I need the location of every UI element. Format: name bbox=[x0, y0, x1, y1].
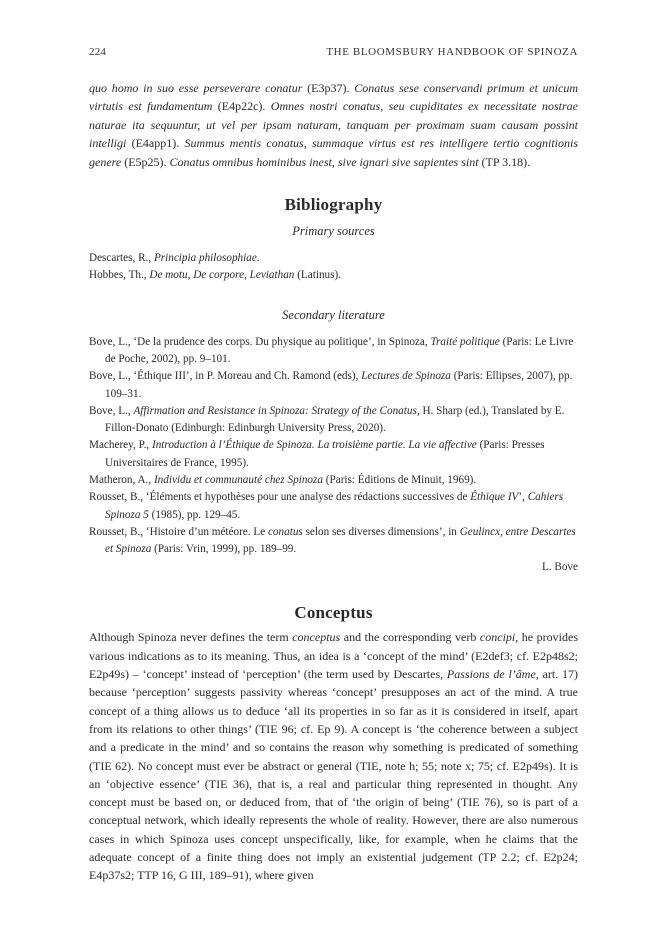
italic-text-run: Principia philosophiae bbox=[153, 252, 257, 265]
italic-text-run: Conatus sese conservandi primum et unicum virtutis est fundamentum bbox=[89, 81, 579, 114]
conceptus-body-paragraph bbox=[89, 628, 578, 884]
text-run: (E3p37). bbox=[302, 81, 355, 95]
italic-text-run: Passions de l’âme bbox=[446, 667, 536, 682]
text-run: selon ses diverses dimensions’, in bbox=[302, 525, 460, 538]
text-run: (Paris: Éditions de Minuit, 1969). bbox=[322, 474, 477, 486]
italic-text-run: Conatus omnibus hominibus inest, sive ignari sive sapientes sint bbox=[169, 154, 479, 169]
running-title: THE BLOOMSBURY HANDBOOK OF SPINOZA bbox=[326, 46, 578, 58]
text-run: , bbox=[244, 269, 250, 282]
primary-sources-list bbox=[89, 250, 578, 285]
bibliography-entry bbox=[89, 489, 578, 524]
italic-text-run: concipi, bbox=[479, 630, 519, 645]
secondary-literature-list bbox=[89, 334, 578, 559]
bibliography-entry bbox=[89, 524, 578, 559]
text-run: Although Spinoza never defines the term bbox=[89, 630, 293, 645]
italic-text-run: Individu et communauté chez Spinoza bbox=[153, 474, 323, 486]
entry-author-signature: L. Bove bbox=[541, 561, 578, 574]
text-run: (E4p22c). bbox=[212, 99, 271, 114]
text-run: he provides various indications as to its meaning. Thus, an idea is a ‘concept of the mind’ (E2def3; cf. E2p48s2; E2p49s) – ‘concept’ instead of ‘perception’ (the term used by Descartes, bbox=[89, 630, 578, 682]
text-run: Macherey, P., bbox=[89, 439, 152, 452]
italic-text-run: Summus mentis conatus, summaque virtus est res intelligere tertio cognitionis genere bbox=[89, 136, 578, 169]
text-run: (TP 3.18). bbox=[478, 154, 531, 169]
bibliography-entry bbox=[89, 334, 578, 369]
italic-text-run: Traité politique bbox=[430, 335, 500, 348]
text-run: (E4app1). bbox=[126, 136, 185, 151]
bibliography-entry bbox=[89, 403, 578, 438]
text-run: Bove, L., ‘Éthique III’, in P. Moreau and Ch. Ramond (eds), bbox=[89, 370, 362, 383]
text-run: (1985), pp. 129–45. bbox=[148, 508, 241, 521]
conatus-quotations-paragraph bbox=[89, 79, 578, 171]
text-run: (E5p25). bbox=[121, 154, 170, 169]
italic-text-run: Affirmation and Resistance in Spinoza: Strategy of the Conatus bbox=[133, 404, 417, 417]
text-run: (Latinus). bbox=[294, 269, 342, 282]
conceptus-heading: Conceptus bbox=[294, 603, 373, 623]
italic-text-run: Omnes nostri conatus, seu cupiditates ex necessitate nostrae naturae ita sequuntur, ut vel per ipsam naturam, tanquam per proximam suam causam possint intelligi bbox=[89, 99, 578, 151]
bibliography-entry bbox=[89, 437, 578, 472]
page-content bbox=[89, 79, 578, 885]
italic-text-run: quo homo in suo esse perseverare conatur bbox=[89, 81, 303, 95]
text-run: Bove, L., bbox=[89, 404, 134, 417]
bibliography-entry bbox=[89, 267, 578, 284]
italic-text-run: Cahiers Spinoza 5 bbox=[105, 491, 564, 521]
italic-text-run: conatus bbox=[267, 525, 303, 538]
secondary-literature-heading: Secondary literature bbox=[282, 307, 385, 322]
text-run: (Paris: Le Livre de Poche, 2002), pp. 9–101. bbox=[105, 335, 574, 365]
primary-sources-heading: Primary sources bbox=[292, 224, 375, 239]
bibliography-entry bbox=[89, 250, 578, 267]
italic-text-run: conceptus bbox=[292, 630, 341, 645]
page-number: 224 bbox=[89, 46, 107, 58]
text-run: Hobbes, Th., bbox=[89, 269, 150, 282]
italic-text-run: Lectures de Spinoza bbox=[361, 370, 451, 383]
text-run: Rousset, B., ‘Histoire d’un météore. Le bbox=[89, 525, 268, 538]
italic-text-run: De motu bbox=[149, 269, 188, 282]
bibliography-heading: Bibliography bbox=[284, 195, 383, 215]
text-run: Descartes, R., bbox=[89, 252, 154, 265]
text-run: Matheron, A., bbox=[89, 474, 154, 486]
text-run: (Paris: Presses Universitaires de France, 1995). bbox=[105, 439, 545, 469]
italic-text-run: Introduction à l’Éthique de Spinoza. La troisième partie. La vie affective bbox=[151, 439, 477, 452]
bibliography-entry bbox=[89, 472, 578, 489]
text-run: . bbox=[256, 252, 260, 265]
italic-text-run: De corpore bbox=[193, 269, 245, 282]
text-run: ’, bbox=[518, 491, 528, 504]
text-run: and the corresponding verb bbox=[340, 630, 480, 645]
text-run: , H. Sharp (ed.), Translated by E. Fillon-Donato (Edinburgh: Edinburgh University Press, 2020). bbox=[105, 404, 565, 435]
text-run: (Paris: Vrin, 1999), pp. 189–99. bbox=[151, 543, 297, 556]
text-run: Bove, L., ‘De la prudence des corps. Du physique au politique’, in Spinoza, bbox=[89, 335, 431, 348]
italic-text-run: Geulincx, entre Descartes et Spinoza bbox=[105, 525, 576, 556]
text-run: Rousset, B., ‘Éléments et hypothèses pour une analyse des rédactions successives de bbox=[89, 491, 471, 504]
text-run: , bbox=[187, 269, 194, 282]
text-run: (Paris: Ellipses, 2007), pp. 109–31. bbox=[105, 370, 573, 400]
bibliography-entry bbox=[89, 368, 578, 403]
italic-text-run: Leviathan bbox=[249, 269, 295, 282]
text-run: , art. 17) because ‘perception’ suggests passivity whereas ‘concept’ presupposes an act of the mind. A true concept of a thing allows us to deduce ‘all its properties in so far as it is considered in itself, apart from its relations to other things’ (TIE 96; cf. Ep 9). A concept is ‘the coherence between a subject and a predicate in the mind’ and so contains the reason why something is predicated of something (TIE 62). No concept must ever be abstract or general (TIE, note h; 55; note x; 75; cf. E2p49s). It is an ‘objective essence’ (TIE 36), that is, a real and particular thing represented in thought. Any concept must be based on, or deduced from, that of ‘the origin of being’ (TIE 76), so is part of a conceptual network, which ideally represents the whole of reality. However, there are also numerous cases in which Spinoza uses concept unspecifically, like, for example, when he claims that the adequate concept of a finite thing does not imply an existential judgement (TP 2.2; cf. E2p24; E4p37s2; TTP 16, G III, 189–91), where given bbox=[89, 667, 578, 883]
italic-text-run: Éthique IV bbox=[470, 491, 519, 504]
